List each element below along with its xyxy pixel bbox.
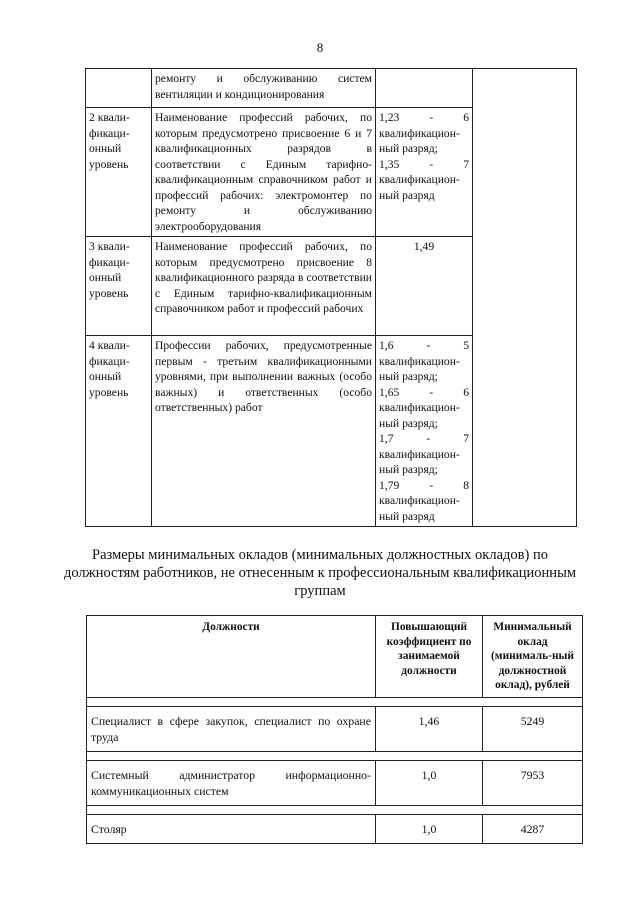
coefficient-cell: 1,46 [376,706,483,751]
coefficient-header: Повышающий коэффициент по занимаемой должности [376,616,483,698]
table-row [86,108,577,237]
empty-cell [473,108,577,237]
coefficient-value: 1,49 [413,240,435,253]
page-number: 8 [316,40,324,55]
coefficient-cell [376,108,473,237]
spacer-row [87,805,583,814]
coefficient-cell: 1,0 [376,814,483,843]
spacer-row [87,697,583,706]
table-header-row [87,616,583,698]
coefficient-cell: 1,0 [376,760,483,805]
coefficient-value: 1,79 - 8 квалификацион-ный разряд [379,478,469,523]
table-row [86,69,577,108]
table-row [87,814,583,843]
description-cell: Профессии рабочих, предусмотренные первым - третьим квалификационными уровнями, при выполнении важных (особо важных) и ответственных (особо ответственных) работ [152,336,376,527]
salary-cell: 4287 [483,814,583,843]
position-cell: Столяр [87,814,376,843]
table-row [86,237,577,336]
level-cell: 4 квали-фикаци-онный уровень [86,336,152,527]
coefficient-value: 1,6 - 5 квалификацион-ный разряд; [379,339,469,383]
coefficient-cell [376,336,473,527]
position-cell: Системный администратор информационно-коммуникационных систем [87,760,376,805]
level-cell [86,69,152,108]
table-row [86,336,577,527]
table-row [87,760,583,805]
level-cell: 3 квали-фикаци-онный уровень [86,237,152,336]
coefficient-value: 1,7 - 7 квалификацион-ный разряд; [379,432,469,476]
salary-table [86,615,583,844]
coefficient-value: 1,35 - 7 квалификацион-ный разряд [379,157,469,202]
empty-cell [473,69,577,108]
position-header: Должности [87,616,376,698]
table-row [87,706,583,751]
empty-cell [473,336,577,527]
section-title: Размеры минимальных окладов (минимальных должностных окладов) по должностям работников, не отнесенным к профессиональным квалификационным группам [64,547,576,599]
description-cell: Наименование профессий рабочих, по которым предусмотрено присвоение 6 и 7 квалификационных разрядов в соответствии с Единым тарифно-квалификационным справочником работ и профессий рабочих: электромонтер по ремонту и обслуживанию электрооборудования [152,108,376,237]
spacer-row [87,751,583,760]
coefficient-cell [376,237,473,336]
coefficient-cell [376,69,473,108]
level-cell: 2 квали-фикаци-онный уровень [86,108,152,237]
salary-header: Минимальный оклад (минималь-ный должностной оклад), рублей [483,616,583,698]
qualification-levels-table [85,68,577,527]
position-cell: Специалист в сфере закупок, специалист по охране труда [87,706,376,751]
description-cell: ремонту и обслуживанию систем вентиляции и кондиционирования [152,69,376,108]
salary-cell: 7953 [483,760,583,805]
coefficient-value: 1,65 - 6 квалификацион-ный разряд; [379,385,469,430]
coefficient-value: 1,23 - 6 квалификацион-ный разряд; [379,111,469,155]
empty-cell [473,237,577,336]
salary-cell: 5249 [483,706,583,751]
description-cell: Наименование профессий рабочих, по которым предусмотрено присвоение 8 квалификационного разряда в соответствии с Единым тарифно-квалификационным справочником работ и профессий рабочих [152,237,376,336]
